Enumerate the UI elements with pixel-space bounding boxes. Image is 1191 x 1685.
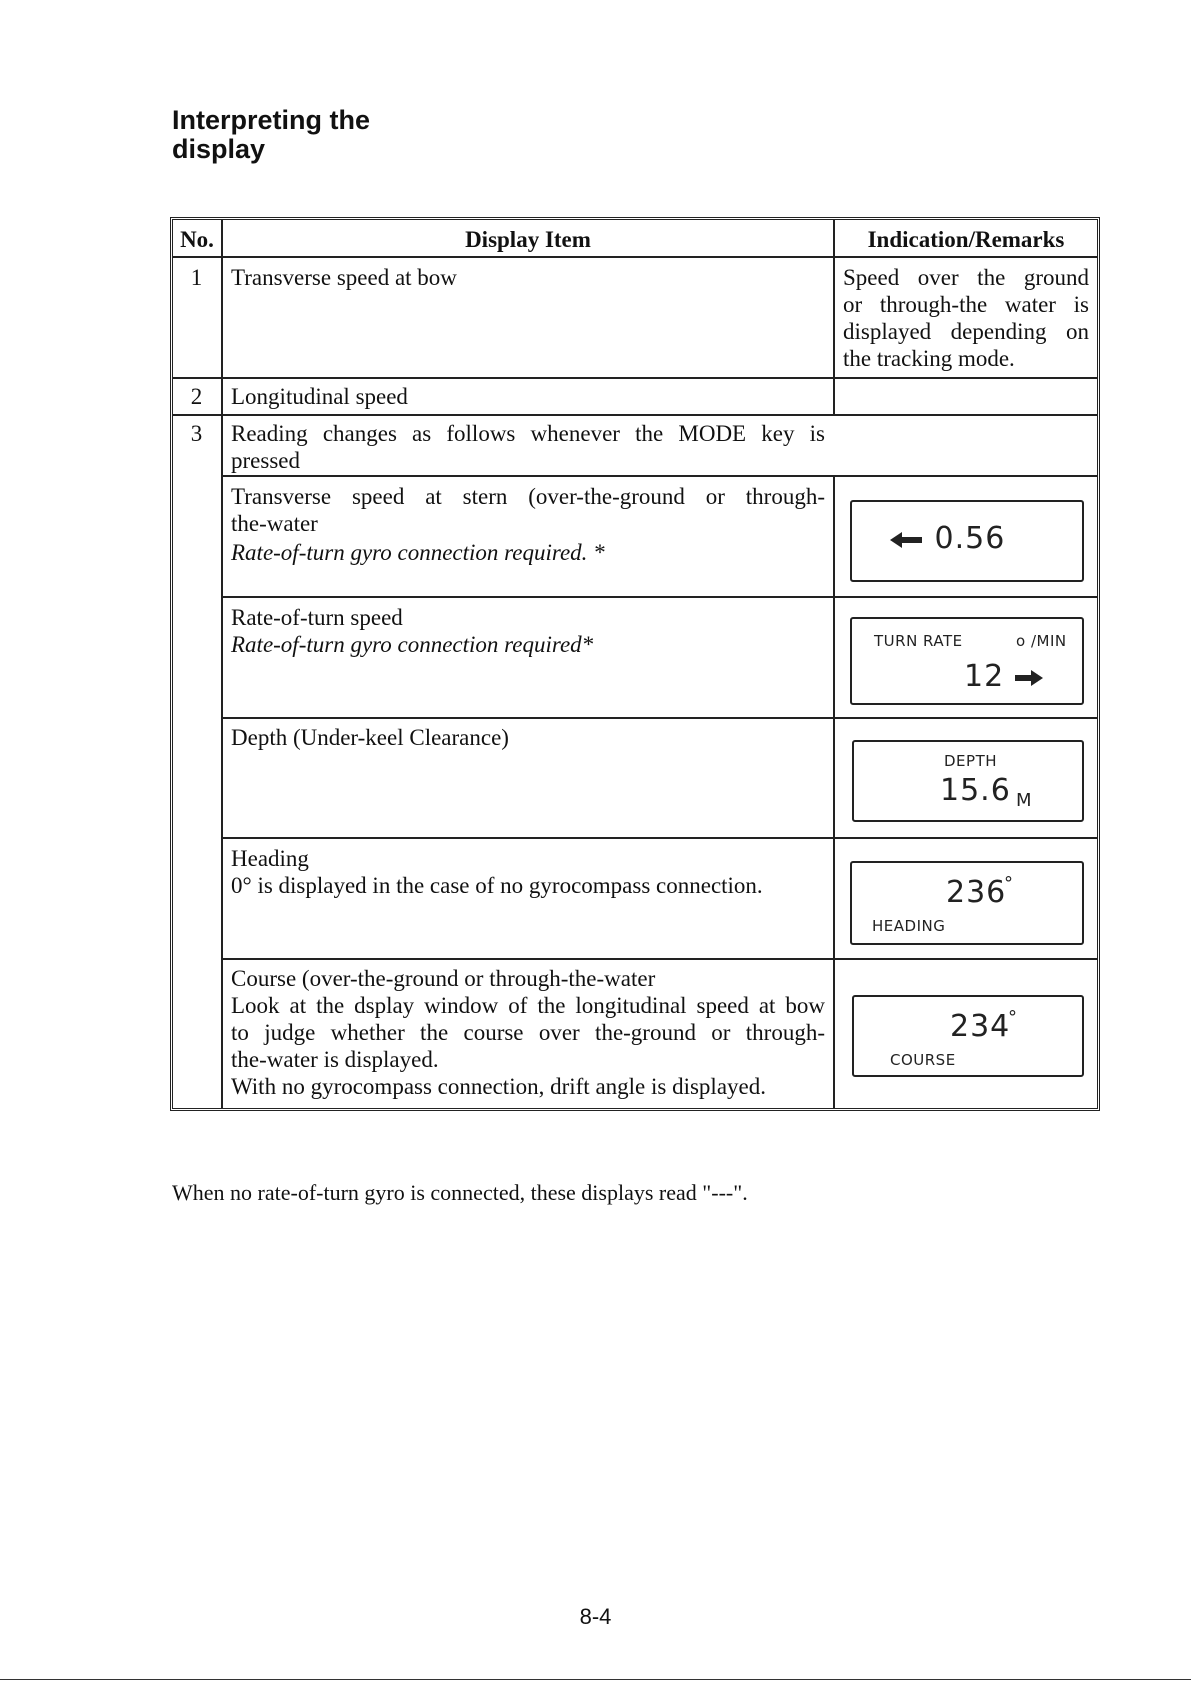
page-number: 8-4 [579,1604,612,1629]
row1-rule [173,377,1097,379]
section-title-line-1: Interpreting the [172,105,371,135]
sub4-rule [221,958,1097,960]
sub-3-line-1: Depth (Under-keel Clearance) [231,725,509,750]
depth-display [852,740,1084,822]
header-remarks: Indication/Remarks [867,227,1065,252]
transverse-speed-display [850,500,1084,582]
turn-rate-value: 12 [964,659,1005,694]
display-items-table [170,217,1100,1111]
row2-rule [173,414,1097,416]
turn-rate-display [850,617,1084,705]
sub2-rule [221,717,1097,719]
row-1-remarks-line-3: displayed depending on [843,319,1089,344]
depth-label: DEPTH [944,752,998,770]
transverse-speed-readout [890,521,1005,556]
sub-5-line-5: With no gyrocompass connection, drift angle is displayed. [231,1074,766,1099]
course-value: 234 [950,1009,1011,1044]
turn-rate-label: TURN RATE [874,632,963,650]
row-1-remarks-line-2: or through-the water is [843,292,1089,317]
left-arrow-icon [890,531,924,549]
header-no: No. [180,227,214,252]
right-arrow-icon [1015,669,1043,687]
sub-1-note: Rate-of-turn gyro connection required. * [231,540,605,565]
turn-rate-unit: o /MIN [1016,632,1067,650]
sub-5-line-1: Course (over-the-ground or through-the-water [231,966,656,991]
depth-unit: M [1016,790,1032,811]
header-display-item: Display Item [465,227,591,252]
heading-label: HEADING [872,917,946,935]
sub-2-note: Rate-of-turn gyro connection required* [231,632,594,657]
turn-rate-readout [964,659,1043,694]
sub-1-line-1: Transverse speed at stern (over-the-ground or through- [231,484,825,509]
row-1-no: 1 [190,265,203,290]
course-label: COURSE [890,1051,956,1069]
transverse-speed-value: 0.56 [934,521,1006,556]
sub1-rule [221,596,1097,598]
course-display [852,995,1084,1077]
sub-2-line-1: Rate-of-turn speed [231,605,403,630]
row-2-item: Longitudinal speed [231,384,408,409]
row-1-remarks-line-1: Speed over the ground [843,265,1089,290]
row-2-no: 2 [190,384,203,409]
heading-degree: ° [1004,873,1013,894]
course-degree: ° [1008,1007,1017,1028]
heading-display [850,861,1084,945]
sub-5-line-3: to judge whether the course over the-ground or through- [231,1020,825,1045]
row-1-item: Transverse speed at bow [231,265,457,290]
bottom-rule [0,1679,1191,1680]
row-1-remarks-line-4: the tracking mode. [843,346,1015,371]
sub-4-line-1: Heading [231,846,309,871]
row-3-item-line-2: pressed [231,448,300,473]
section-title-line-2: display [172,134,266,164]
divider-no-col [221,220,223,1108]
sub3-rule [221,837,1097,839]
header-rule [173,256,1097,258]
row-3-item-line-1: Reading changes as follows whenever the MODE key is [231,421,825,446]
depth-value: 15.6 [940,773,1011,808]
sub-5-line-2: Look at the dsplay window of the longitudinal speed at bow [231,993,825,1018]
heading-value: 236 [946,875,1007,910]
sub-1-line-2: the-water [231,511,318,536]
divider-remarks-col-bottom [833,475,835,1108]
sub-5-line-4: the-water is displayed. [231,1047,439,1072]
section-title [172,106,370,164]
footnote: When no rate-of-turn gyro is connected, these displays read "---". [172,1180,748,1205]
row-3-no: 3 [190,421,203,446]
row3-rule [221,475,1097,477]
sub-4-line-2: 0° is displayed in the case of no gyrocompass connection. [231,873,763,898]
